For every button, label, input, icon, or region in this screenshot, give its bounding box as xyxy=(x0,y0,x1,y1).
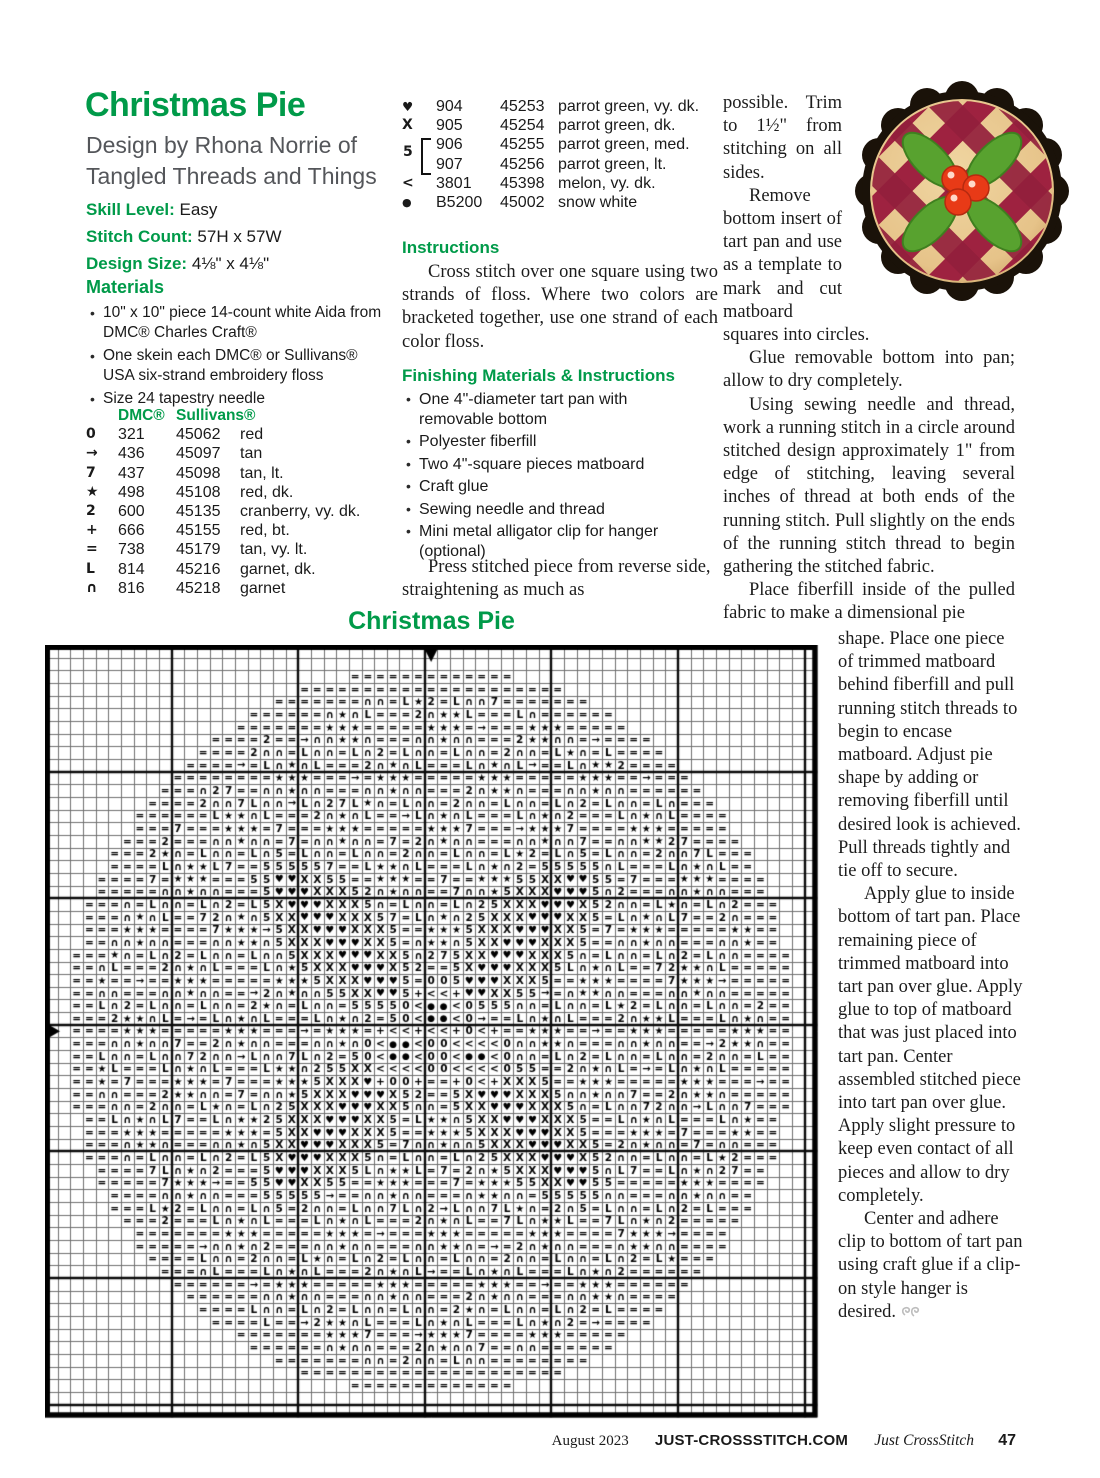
right-column xyxy=(723,92,1015,626)
cross-stitch-chart xyxy=(45,645,819,1419)
floss-dmc: 904 xyxy=(436,98,463,115)
floss-dmc: 600 xyxy=(118,503,145,521)
floss-color-name: parrot green, vy. dk. xyxy=(558,98,700,115)
floss-sullivans: 45135 xyxy=(176,503,221,521)
spec-label: Stitch Count: xyxy=(86,227,193,246)
floss-color-name: red xyxy=(240,426,264,444)
spec-label: Design Size: xyxy=(86,254,188,273)
floss-color-name: tan, vy. lt. xyxy=(240,541,308,559)
list-item-text: Polyester fiberfill xyxy=(419,433,537,450)
floss-color-name: red, dk. xyxy=(240,483,294,501)
page-title: Christmas Pie xyxy=(85,86,306,124)
floss-symbol: ∩ xyxy=(86,579,98,596)
floss-symbol: + xyxy=(86,522,98,539)
floss-sullivans: 45097 xyxy=(176,445,221,463)
paragraph: shape. Place one piece of trimmed matboard behind fiberfill and pull running stitch threads to begin to encase matboard. Adjust pie shape by adding or removing fiberfill until desired look is achieved. Pull threads tightly and tie off to secure. xyxy=(838,629,1021,882)
byline-line2: Tangled Threads and Things xyxy=(86,163,377,189)
design-specs xyxy=(86,196,282,277)
floss-symbol: 7 xyxy=(86,464,96,481)
spec-value: 4⅛" x 4⅛" xyxy=(187,254,270,273)
page-footer xyxy=(540,1432,1016,1450)
spec-skill-level xyxy=(86,196,282,223)
materials-list xyxy=(88,303,390,412)
floss-symbol: < xyxy=(402,174,414,191)
floss-sullivans: 45256 xyxy=(500,155,545,173)
paragraph: Cross stitch over one square using two strands of floss. Where two colors are bracketed together, use one strand of each color floss. xyxy=(402,262,718,352)
spec-value: 57H x 57W xyxy=(192,227,282,246)
floss-symbol: ♥ xyxy=(402,99,414,114)
list-item-text: Sewing needle and thread xyxy=(419,500,605,518)
floss-sullivans: 45218 xyxy=(176,579,221,597)
finishing-heading: Finishing Materials & Instructions xyxy=(402,366,675,385)
list-item-text: Two 4"-square pieces matboard xyxy=(419,455,645,473)
floss-sullivans: 45098 xyxy=(176,464,221,482)
paragraph xyxy=(838,1208,1024,1324)
floss-color-name: tan xyxy=(240,445,263,463)
paragraph-text: Center and adhere clip to bottom of tart pan using craft glue if a clip-on style hanger is desired. xyxy=(838,1209,1023,1322)
paragraph: Place fiberfill inside of the pulled fabric to make a dimensional pie xyxy=(723,580,1015,624)
finishing-list xyxy=(404,390,706,564)
floss-symbol: ★ xyxy=(86,483,99,500)
spec-stitch-count xyxy=(86,223,282,250)
floss-sullivans: 45108 xyxy=(176,483,221,501)
floss-dmc: B5200 xyxy=(436,194,483,212)
floss-color-name: cranberry, vy. dk. xyxy=(240,503,361,521)
spec-value: Easy xyxy=(174,200,218,219)
list-item-text: Craft glue xyxy=(419,478,489,495)
press-paragraph xyxy=(402,556,714,602)
floss-dmc: 907 xyxy=(436,155,463,173)
column-header-dmc: DMC® xyxy=(118,407,165,424)
color-bracket xyxy=(421,138,431,175)
bracket-symbol: 5 xyxy=(403,144,413,160)
paragraph: Glue removable bottom into pan; allow to dry completely. xyxy=(723,348,1015,392)
pie-ornament-image xyxy=(852,78,1072,306)
instructions-body xyxy=(402,261,718,354)
floss-color-name: red, bt. xyxy=(240,522,290,540)
list-item xyxy=(88,346,390,386)
floss-symbol: → xyxy=(86,445,98,462)
floss-color-name: melon, vy. dk. xyxy=(558,174,656,192)
floss-sullivans: 45179 xyxy=(176,541,221,559)
paragraph: Press stitched piece from reverse side, straightening as much as xyxy=(402,557,711,601)
floss-symbol: X xyxy=(402,117,413,134)
floss-table-left xyxy=(86,406,386,598)
footer-page-number: 47 xyxy=(998,1432,1016,1449)
floss-dmc: 905 xyxy=(436,117,463,135)
spec-design-size xyxy=(86,250,282,277)
footer-website: JUST-CROSSSTITCH.COM xyxy=(654,1432,849,1449)
floss-symbol: 0 xyxy=(86,426,96,443)
floss-symbol: ● xyxy=(402,196,412,210)
spacer xyxy=(86,406,118,425)
floss-dmc: 814 xyxy=(118,560,145,578)
floss-sullivans: 45253 xyxy=(500,98,545,115)
byline xyxy=(86,130,377,192)
footer-magazine-name: Just CrossStitch xyxy=(874,1432,975,1449)
finished-pie-photo xyxy=(852,78,1072,306)
floss-dmc: 666 xyxy=(118,522,145,540)
floss-dmc: 816 xyxy=(118,579,145,597)
list-item-text: One skein each DMC® or Sullivans® USA six-strand embroidery floss xyxy=(103,347,358,384)
floss-sullivans: 45155 xyxy=(176,522,221,540)
list-item-text: One 4"-diameter tart pan with removable bottom xyxy=(419,391,628,428)
list-item xyxy=(404,455,706,475)
floss-sullivans: 45216 xyxy=(176,560,221,578)
floss-dmc: 436 xyxy=(118,445,145,463)
floss-symbol: = xyxy=(86,541,98,558)
floss-color-name: snow white xyxy=(558,194,638,212)
list-item-text: 10" x 10" piece 14-count white Aida from DMC® Charles Craft® xyxy=(103,304,382,341)
list-item xyxy=(404,390,706,429)
column-header-sullivans: Sullivans® xyxy=(176,407,256,424)
paragraph: Apply glue to inside bottom of tart pan. Place remaining piece of trimmed matboard into tart pan over glue. Apply glue to top of matboard that was just placed into tart pan. Center assembled stitched piece into tart pan over glue. Apply slight pressure to keep even contact of all pieces and allow to dry completely. xyxy=(838,884,1023,1206)
floss-dmc: 437 xyxy=(118,464,145,482)
paragraph: Remove bottom insert of tart pan and use as a template to mark and cut matboard squares into circles. xyxy=(723,185,870,346)
byline-line1: Design by Rhona Norrie of xyxy=(86,132,358,158)
floss-color-name: parrot green, lt. xyxy=(558,155,667,173)
chart-title: Christmas Pie xyxy=(348,607,515,635)
floss-symbol: 2 xyxy=(86,503,96,520)
floss-color-name: parrot green, dk. xyxy=(558,117,676,135)
floss-color-name: garnet, dk. xyxy=(240,560,316,578)
list-item xyxy=(88,303,390,343)
floss-dmc: 498 xyxy=(118,483,145,501)
floss-sullivans: 45254 xyxy=(500,117,545,135)
floss-sullivans: 45062 xyxy=(176,426,221,444)
end-ornament-icon xyxy=(901,1305,923,1317)
floss-color-name: parrot green, med. xyxy=(558,136,690,154)
footer-date: August 2023 xyxy=(551,1433,629,1449)
list-item xyxy=(404,500,706,520)
list-item-text: Size 24 tapestry needle xyxy=(103,390,265,407)
floss-sullivans: 45255 xyxy=(500,136,545,154)
paragraph: Using sewing needle and thread, work a running stitch in a circle around stitched design approximately 1" from edge of stitching, leaving several inches of thread at both ends of the running stitch. Pull slightly on the ends of the running stitch thread to begin gathering the stitched fabric. xyxy=(723,394,1015,578)
paragraph: possible. Trim to 1½" from stitching on all sides. xyxy=(723,93,842,183)
materials-heading: Materials xyxy=(86,277,165,297)
floss-color-name: tan, lt. xyxy=(240,464,284,482)
spec-label: Skill Level: xyxy=(86,200,175,219)
floss-dmc: 738 xyxy=(118,541,145,559)
list-item-text: Mini metal alligator clip for hanger (optional) xyxy=(419,523,659,560)
floss-table-mid xyxy=(402,97,718,212)
instructions-heading: Instructions xyxy=(402,238,500,257)
list-item xyxy=(404,477,706,497)
narrow-column xyxy=(838,628,1024,1324)
floss-sullivans: 45398 xyxy=(500,174,545,192)
floss-dmc: 906 xyxy=(436,136,463,154)
floss-dmc: 3801 xyxy=(436,174,472,192)
floss-symbol: L xyxy=(86,560,95,577)
floss-sullivans: 45002 xyxy=(500,194,545,212)
list-item xyxy=(404,432,706,452)
floss-color-name: garnet xyxy=(240,579,286,597)
floss-dmc: 321 xyxy=(118,426,145,444)
